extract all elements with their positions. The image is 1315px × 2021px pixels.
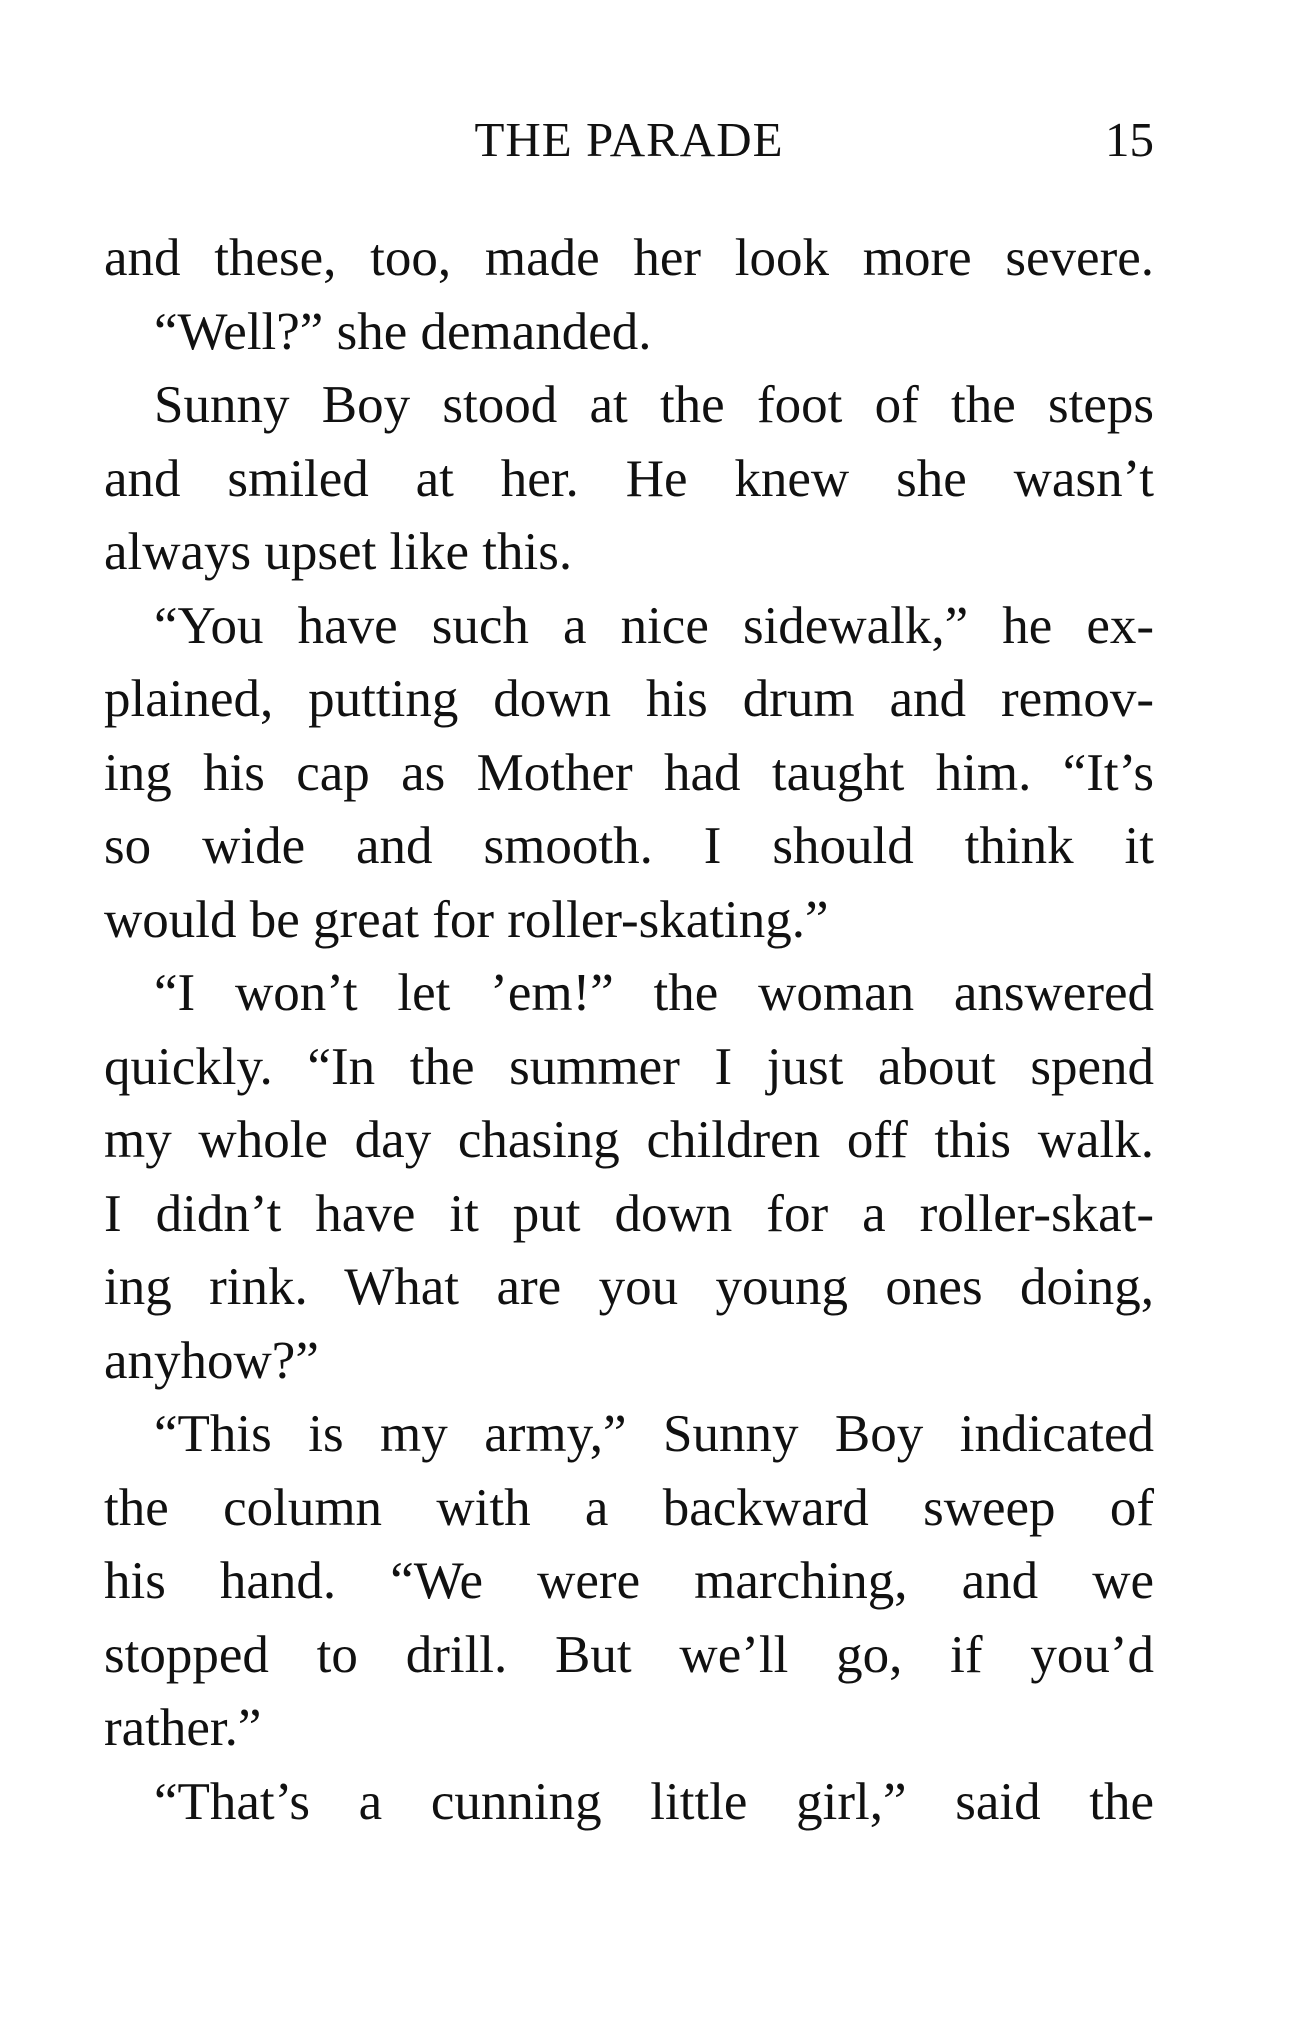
text-line: “That’s a cunning little girl,” said the (154, 1772, 1154, 1831)
chapter-title: THE PARADE (474, 112, 784, 167)
text-line: ing his cap as Mother had taught him. “It’s (104, 743, 1154, 802)
text-line: and these, too, made her look more severe. (104, 229, 1154, 287)
text-line: “Well?” she demanded. (154, 302, 652, 361)
text-line: I didn’t have it put down for a roller-skat- (104, 1184, 1154, 1243)
text-line: stopped to drill. But we’ll go, if you’d (104, 1625, 1154, 1684)
text-line: the column with a backward sweep of (104, 1478, 1154, 1537)
text-line: my whole day chasing children off this walk. (104, 1111, 1154, 1169)
text-line: quickly. “In the summer I just about spend (104, 1037, 1154, 1096)
text-line: and smiled at her. He knew she wasn’t (104, 449, 1154, 508)
text-line: plained, putting down his drum and remov- (104, 670, 1154, 728)
text-line: always upset like this. (104, 523, 573, 581)
text-line: so wide and smooth. I should think it (104, 817, 1154, 875)
text-line: his hand. “We were marching, and we (104, 1552, 1154, 1610)
text-line: rather.” (104, 1699, 262, 1757)
running-head (104, 110, 1154, 170)
text-line: ing rink. What are you young ones doing, (104, 1258, 1154, 1316)
text-line: “You have such a nice sidewalk,” he ex- (154, 596, 1154, 655)
text-line: anyhow?” (104, 1331, 319, 1390)
text-line: Sunny Boy stood at the foot of the steps (154, 376, 1154, 434)
page-number: 15 (1105, 112, 1154, 167)
text-line: would be great for roller-skating.” (104, 890, 829, 949)
text-line: “I won’t let ’em!” the woman answered (154, 964, 1154, 1022)
text-line: “This is my army,” Sunny Boy indicated (154, 1405, 1154, 1463)
body-text (104, 222, 1154, 1839)
